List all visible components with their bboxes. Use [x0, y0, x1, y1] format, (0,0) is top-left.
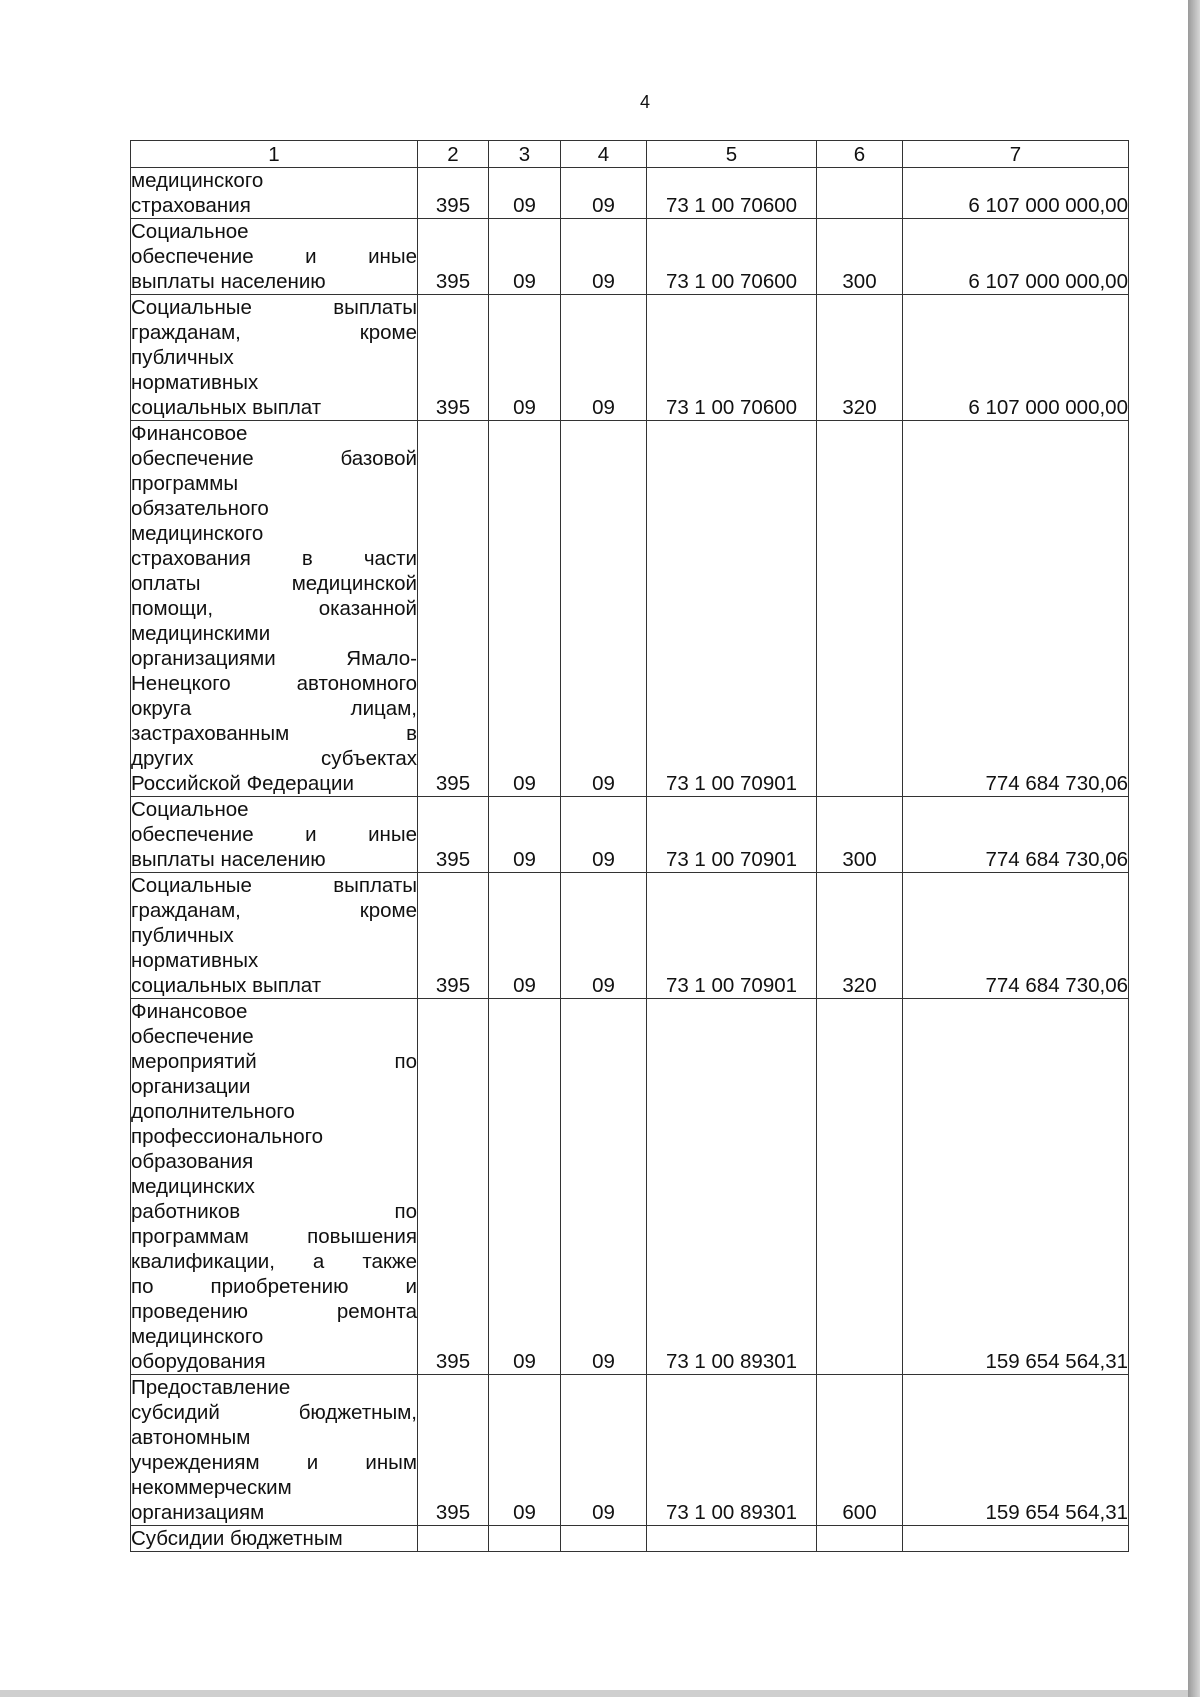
item-name-line: субсидий бюджетным,	[131, 1401, 417, 1424]
item-name-cell	[131, 421, 418, 797]
item-name-line: обеспечение и иные	[131, 823, 417, 846]
expense-type-cell: 320	[817, 295, 903, 421]
header-cell: 3	[489, 141, 561, 168]
item-name-line: профессионального	[131, 1125, 324, 1148]
item-name-line: социальных выплат	[131, 974, 322, 997]
amount-cell: 774 684 730,06	[903, 421, 1129, 797]
table-row	[131, 873, 1129, 999]
target-article-cell: 73 1 00 70600	[647, 168, 817, 219]
amount-cell	[903, 1526, 1129, 1552]
item-name-line: нормативных	[131, 371, 259, 394]
expense-type-cell	[817, 1526, 903, 1552]
section-cell: 09	[489, 219, 561, 295]
item-name-line: медицинских	[131, 1175, 255, 1198]
amount-cell: 159 654 564,31	[903, 999, 1129, 1375]
item-name-line: организациям	[131, 1501, 265, 1524]
item-name-line: медицинского	[131, 169, 264, 192]
page-bottom-shadow	[0, 1690, 1188, 1697]
item-name-cell	[131, 1375, 418, 1526]
section-cell: 09	[489, 295, 561, 421]
target-article-cell: 73 1 00 70600	[647, 219, 817, 295]
item-name-line: выплаты населению	[131, 848, 326, 871]
amount-cell: 774 684 730,06	[903, 797, 1129, 873]
item-name-line: проведению ремонта	[131, 1300, 417, 1323]
header-cell: 1	[131, 141, 418, 168]
item-name-line: дополнительного	[131, 1100, 295, 1123]
target-article-cell: 73 1 00 70600	[647, 295, 817, 421]
item-name-cell	[131, 873, 418, 999]
table-row	[131, 295, 1129, 421]
item-name-cell	[131, 168, 418, 219]
expense-type-cell: 300	[817, 219, 903, 295]
item-name-cell	[131, 295, 418, 421]
item-name-line: программам повышения	[131, 1225, 417, 1248]
item-name-line: Ненецкого автономного	[131, 672, 417, 695]
section-cell: 09	[489, 168, 561, 219]
item-name-line: обеспечение базовой	[131, 447, 417, 470]
item-name-line: гражданам, кроме	[131, 321, 417, 344]
table-row	[131, 421, 1129, 797]
header-cell: 4	[561, 141, 647, 168]
budget-table	[130, 140, 1129, 1552]
table-header-row	[131, 141, 1129, 168]
item-name-line: Социальное	[131, 798, 249, 821]
expense-type-cell: 600	[817, 1375, 903, 1526]
subsection-cell: 09	[561, 168, 647, 219]
table-row	[131, 999, 1129, 1375]
item-name-line: оборудования	[131, 1350, 266, 1373]
header-cell: 7	[903, 141, 1129, 168]
item-name-line: публичных	[131, 924, 234, 947]
target-article-cell: 73 1 00 89301	[647, 999, 817, 1375]
subsection-cell: 09	[561, 873, 647, 999]
header-cell: 2	[418, 141, 489, 168]
budget-code-cell: 395	[418, 797, 489, 873]
item-name-line: медицинского	[131, 522, 264, 545]
item-name-line: застрахованным в	[131, 722, 417, 745]
subsection-cell: 09	[561, 797, 647, 873]
page-number: 4	[639, 92, 650, 112]
item-name-cell	[131, 999, 418, 1375]
target-article-cell: 73 1 00 70901	[647, 873, 817, 999]
target-article-cell: 73 1 00 70901	[647, 797, 817, 873]
item-name-line: Социальные выплаты	[131, 296, 417, 319]
item-name-line: других субъектах	[131, 747, 417, 770]
target-article-cell	[647, 1526, 817, 1552]
table-row	[131, 1375, 1129, 1526]
subsection-cell: 09	[561, 219, 647, 295]
item-name-line: организации	[131, 1075, 251, 1098]
item-name-line: Российской Федерации	[131, 772, 354, 795]
budget-code-cell: 395	[418, 219, 489, 295]
amount-cell: 6 107 000 000,00	[903, 295, 1129, 421]
item-name-line: Финансовое	[131, 1000, 248, 1023]
item-name-line: страхования	[131, 194, 251, 217]
target-article-cell: 73 1 00 70901	[647, 421, 817, 797]
item-name-line: публичных	[131, 346, 234, 369]
item-name-line: квалификации, а также	[131, 1250, 417, 1273]
amount-cell: 6 107 000 000,00	[903, 168, 1129, 219]
table-row	[131, 219, 1129, 295]
item-name-line: работников по	[131, 1200, 417, 1223]
item-name-line: Финансовое	[131, 422, 248, 445]
subsection-cell: 09	[561, 421, 647, 797]
expense-type-cell: 320	[817, 873, 903, 999]
budget-code-cell: 395	[418, 421, 489, 797]
item-name-line: некоммерческим	[131, 1476, 292, 1499]
subsection-cell: 09	[561, 999, 647, 1375]
item-name-line: Субсидии бюджетным	[131, 1527, 343, 1550]
item-name-line: гражданам, кроме	[131, 899, 417, 922]
page-edge-shadow	[1188, 0, 1200, 1697]
section-cell: 09	[489, 1375, 561, 1526]
item-name-line: помощи, оказанной	[131, 597, 417, 620]
item-name-line: обеспечение и иные	[131, 245, 417, 268]
expense-type-cell	[817, 168, 903, 219]
item-name-line: медицинскими	[131, 622, 271, 645]
budget-code-cell: 395	[418, 168, 489, 219]
section-cell: 09	[489, 797, 561, 873]
item-name-line: обеспечение	[131, 1025, 254, 1048]
expense-type-cell: 300	[817, 797, 903, 873]
item-name-line: Предоставление	[131, 1376, 291, 1399]
item-name-line: медицинского	[131, 1325, 264, 1348]
expense-type-cell	[817, 421, 903, 797]
budget-code-cell: 395	[418, 1375, 489, 1526]
item-name-line: по приобретению и	[131, 1275, 417, 1298]
item-name-line: оплаты медицинской	[131, 572, 417, 595]
item-name-line: автономным	[131, 1426, 251, 1449]
item-name-line: программы	[131, 472, 239, 495]
amount-cell: 774 684 730,06	[903, 873, 1129, 999]
item-name-line: Социальные выплаты	[131, 874, 417, 897]
item-name-line: образования	[131, 1150, 254, 1173]
section-cell: 09	[489, 421, 561, 797]
item-name-cell	[131, 797, 418, 873]
section-cell	[489, 1526, 561, 1552]
header-cell: 6	[817, 141, 903, 168]
section-cell: 09	[489, 999, 561, 1375]
section-cell: 09	[489, 873, 561, 999]
item-name-line: нормативных	[131, 949, 259, 972]
item-name-line: округа лицам,	[131, 697, 417, 720]
item-name-line: страхования в части	[131, 547, 417, 570]
subsection-cell: 09	[561, 1375, 647, 1526]
budget-code-cell: 395	[418, 873, 489, 999]
item-name-line: учреждениям и иным	[131, 1451, 417, 1474]
budget-code-cell	[418, 1526, 489, 1552]
table-row	[131, 168, 1129, 219]
target-article-cell: 73 1 00 89301	[647, 1375, 817, 1526]
item-name-line: Социальное	[131, 220, 249, 243]
table-row	[131, 797, 1129, 873]
expense-type-cell	[817, 999, 903, 1375]
budget-code-cell: 395	[418, 999, 489, 1375]
item-name-cell	[131, 1526, 418, 1552]
item-name-line: социальных выплат	[131, 396, 322, 419]
header-cell: 5	[647, 141, 817, 168]
amount-cell: 6 107 000 000,00	[903, 219, 1129, 295]
item-name-line: мероприятий по	[131, 1050, 417, 1073]
subsection-cell	[561, 1526, 647, 1552]
subsection-cell: 09	[561, 295, 647, 421]
item-name-line: обязательного	[131, 497, 269, 520]
item-name-cell	[131, 219, 418, 295]
table-row	[131, 1526, 1129, 1552]
item-name-line: организациями Ямало-	[131, 647, 417, 670]
budget-code-cell: 395	[418, 295, 489, 421]
item-name-line: выплаты населению	[131, 270, 326, 293]
amount-cell: 159 654 564,31	[903, 1375, 1129, 1526]
